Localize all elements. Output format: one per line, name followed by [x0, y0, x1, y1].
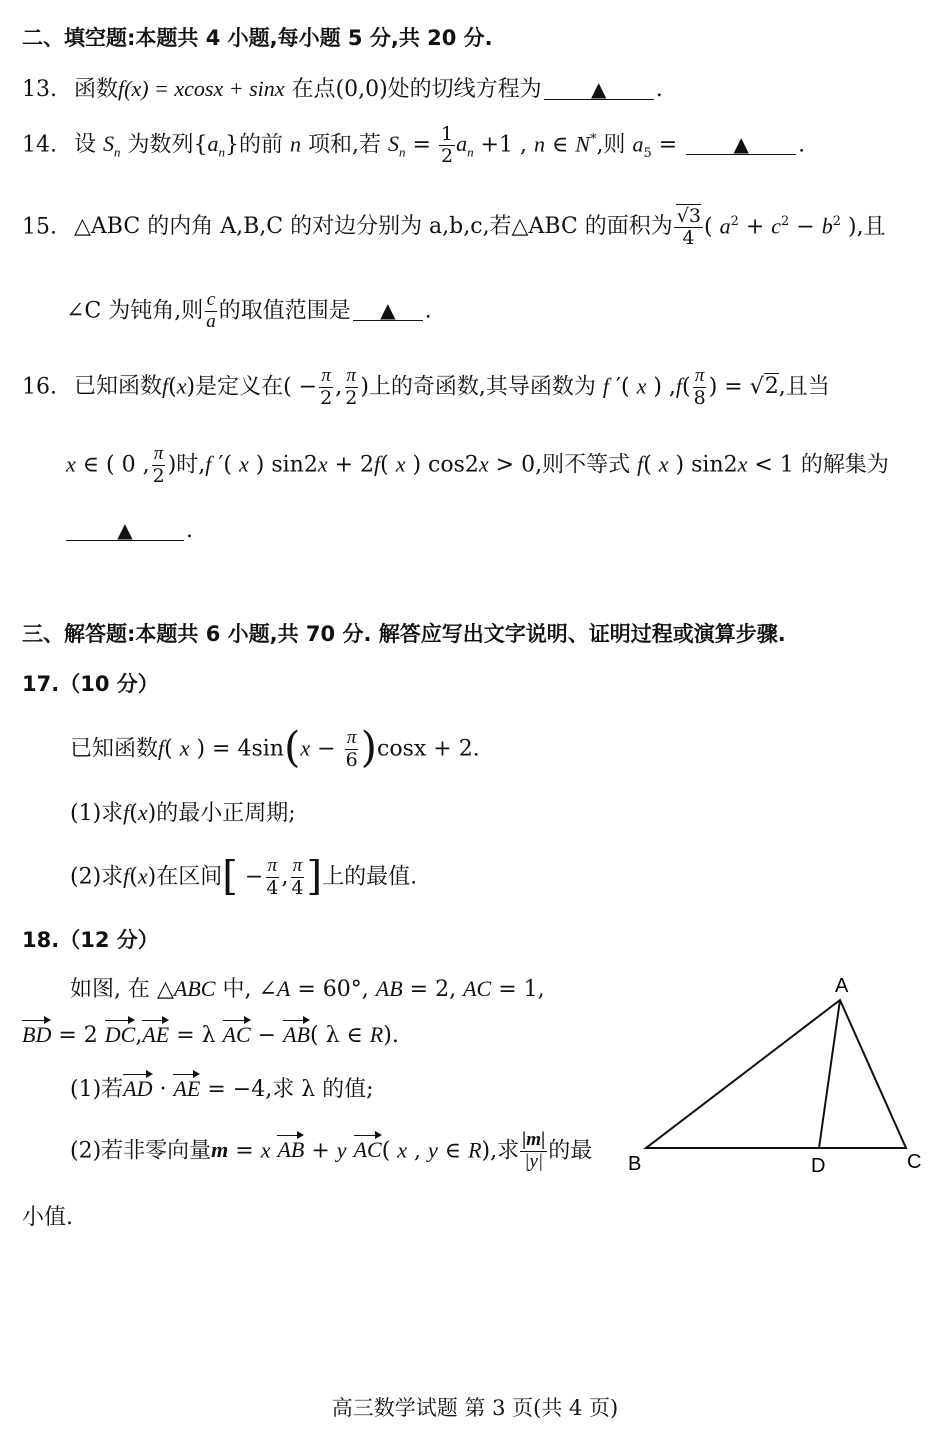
question-number: 15. [22, 214, 57, 240]
fraction-c-over-a: $\frac{c}{a}$ [206, 289, 216, 332]
vertex-label-a: A [835, 975, 849, 997]
vertex-label-c: C [907, 1151, 922, 1173]
triangle-figure [620, 970, 930, 1180]
answer-blank [686, 134, 796, 155]
question-18-title: 18.（12 分） [22, 928, 159, 952]
question-15-line-2: ∠C 为钝角,则 $\frac{c}{a}$ 的取值范围是 ▲ . [66, 289, 432, 332]
answer-blank [544, 79, 654, 100]
function-expression: f(x) = xcosx + sinx [118, 76, 285, 101]
question-number: 13. [22, 77, 57, 102]
fraction-pi-over-6: $\frac{\pi}{6}$ [345, 727, 358, 771]
question-14: 14. 设 $S_n$ 为数列$\{a_n\}$的前 n 项和,若 $S_n$ = $\frac{1}{2}$ $a_n +1$ , n ∈ N*,则 $a_5$ = ▲ . [22, 123, 806, 167]
page-footer: 高三数学试题 第 3 页(共 4 页) [331, 1396, 619, 1420]
question-18-stem-line-1: 如图, 在 △ABC 中, ∠A = 60°, AB = 2, AC = 1, [70, 976, 545, 1002]
question-18-part-2-tail: 小值. [22, 1205, 73, 1230]
question-17-stem: 已知函数f( x ) = 4sin(x − $\frac{\pi}{6}$ )cosx + 2. [70, 722, 480, 772]
fraction-pi-over-4: $\frac{\pi}{4}$ [266, 855, 279, 899]
question-17-part-2: (2)求f(x)在区间[ − $\frac{\pi}{4}$ , $\frac{\pi}{4}$ ]上的最值. [70, 853, 418, 900]
fraction-pi-over-8: $\frac{\pi}{8}$ [693, 365, 706, 409]
question-18-part-2: (2)若非零向量m = x AB + y AC( x , y ∈ R),求 $\frac{|m|}{|y|}$ 的最 [70, 1129, 593, 1172]
question-15-line-1: 15. △ABC 的内角 A,B,C 的对边分别为 a,b,c,若△ABC 的面积为 $\frac{√3}{4}$ ( $a^2 + c^2 - b^2$ ),且 [22, 205, 886, 249]
fraction-m-over-y: $\frac{|m|}{|y|}$ [522, 1129, 546, 1172]
answer-placeholder: ▲ [733, 132, 749, 157]
fraction-sqrt3-over-4: $\frac{√3}{4}$ [674, 206, 703, 249]
point-label-d: D [811, 1155, 826, 1177]
question-16-line-2: x ∈ ( 0 , $\frac{\pi}{2}$ )时,f ′( x ) sin2x + 2f( x ) cos2x > 0,则不等式 f( x ) sin2x < 1 的解集为 [66, 443, 889, 487]
answer-blank [66, 520, 184, 541]
question-16-line-3: ▲ . [66, 518, 193, 543]
question-13: 13. 函数f(x) = xcosx + sinx 在点(0,0)处的切线方程为 ▲ . [22, 76, 663, 102]
section-2-heading: 二、填空题:本题共 4 小题,每小题 5 分,共 20 分. [22, 26, 493, 50]
fraction-pi-over-2: $\frac{\pi}{2}$ [152, 443, 165, 487]
fraction-pi-over-2: $\frac{\pi}{2}$ [345, 365, 358, 409]
fraction-one-half: $\frac{1}{2}$ [440, 123, 454, 167]
vertex-label-b: B [628, 1153, 642, 1175]
question-17-title: 17.（10 分） [22, 672, 159, 696]
question-number: 16. [22, 374, 57, 400]
fraction-pi-over-4: $\frac{\pi}{4}$ [291, 855, 304, 899]
question-number: 14. [22, 132, 57, 158]
fraction-pi-over-2: $\frac{\pi}{2}$ [320, 365, 333, 409]
question-17-part-1: (1)求f(x)的最小正周期; [70, 800, 296, 826]
segment-ad [819, 1000, 840, 1148]
answer-placeholder: ▲ [380, 298, 396, 323]
answer-placeholder: ▲ [117, 518, 133, 542]
question-18-stem-line-2: BD = 2 DC,AE = λ AC − AB( λ ∈ R). [22, 1022, 399, 1048]
section-3-heading: 三、解答题:本题共 6 小题,共 70 分. 解答应写出文字说明、证明过程或演算步骤. [22, 622, 786, 646]
question-16-line-1: 16. 已知函数f(x)是定义在( − $\frac{\pi}{2}$ , $\frac{\pi}{2}$ )上的奇函数,其导函数为 f ′( x ) ,f( $\frac{\pi}{8}$ ) = √2,且当 [22, 365, 830, 409]
answer-blank [353, 300, 423, 321]
question-18-part-1: (1)若AD · AE = −4,求 λ 的值; [70, 1076, 374, 1102]
answer-placeholder: ▲ [590, 77, 607, 101]
triangle-abc [646, 1000, 906, 1148]
